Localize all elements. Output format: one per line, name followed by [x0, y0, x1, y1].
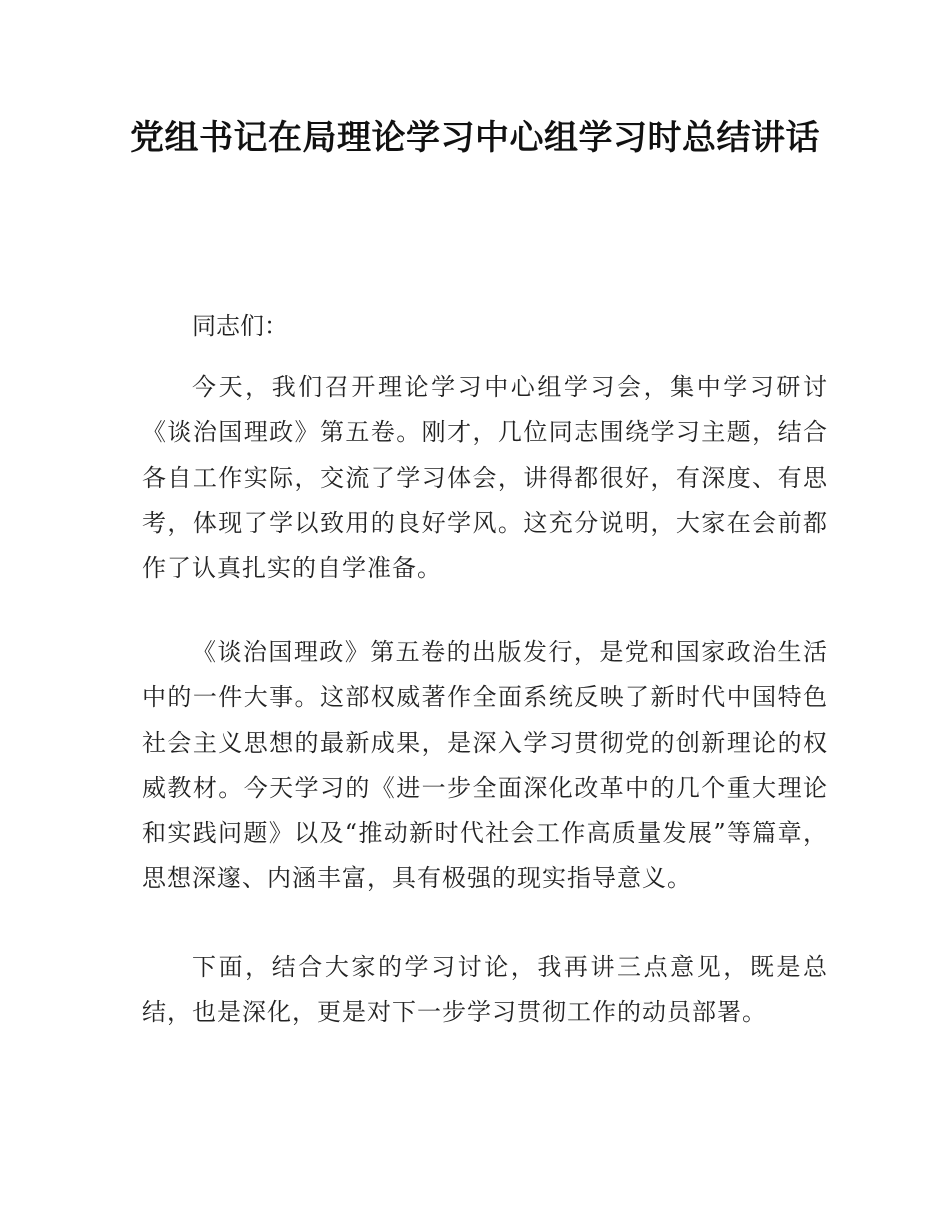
paragraph-3: 下面，结合大家的学习讨论，我再讲三点意见，既是总结，也是深化，更是对下一步学习贯彻工作的动员部署。: [142, 953, 828, 1027]
document-title: 党组书记在局理论学习中心组学习时总结讲话: [130, 118, 820, 158]
paragraph-2: 《谈治国理政》第五卷的出版发行，是党和国家政治生活中的一件大事。这部权威著作全面系统反映了新时代中国特色社会主义思想的最新成果，是深入学习贯彻党的创新理论的权威教材。今天学习的《进一步全面深化改革中的几个重大理论和实践问题》以及“推动新时代社会工作高质量发展”等篇章，思想深邃、内涵丰富，具有极强的现实指导意义。: [142, 638, 828, 893]
paragraph-1: 今天，我们召开理论学习中心组学习会，集中学习研讨《谈治国理政》第五卷。刚才，几位同志围绕学习主题，结合各自工作实际，交流了学习体会，讲得都很好，有深度、有思考，体现了学以致用的良好学风。这充分说明，大家在会前都作了认真扎实的自学准备。: [142, 373, 828, 583]
salutation: 同志们：: [192, 312, 288, 340]
